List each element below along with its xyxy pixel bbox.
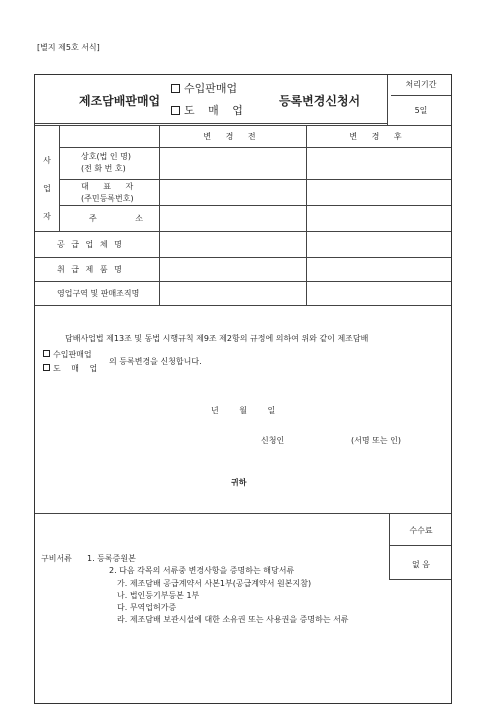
row-supplier: 공 급 업 체 명	[57, 240, 122, 249]
attachment-item-1: 1. 등록증원본	[87, 554, 136, 563]
row-address: 주 소	[89, 214, 143, 223]
attachment-sub-d: 라. 제조담배 보관시설에 대한 소유권 또는 사용권을 증명하는 서류	[117, 615, 349, 624]
row-trade-name: 상호(법 인 명)	[81, 152, 131, 161]
date-line: 년 월 일	[211, 406, 276, 415]
signature-label: (서명 또는 인)	[351, 436, 401, 445]
checkbox-icon	[171, 106, 180, 115]
processing-period-label: 처리기간	[405, 80, 437, 89]
form-number: [별지 제5호 서식]	[37, 43, 100, 52]
application-form	[34, 74, 452, 704]
form-title-right: 등록변경신청서	[279, 94, 361, 108]
attachment-sub-b: 나. 법인등기부등본 1부	[117, 591, 200, 600]
form-title-left: 제조담배판매업	[79, 94, 161, 108]
applicant-group-label: 사업자	[43, 156, 51, 221]
statement-request: 의 등록변경을 신청합니다.	[109, 357, 202, 366]
row-phone: (전 화 번 호)	[81, 164, 126, 173]
attachment-sub-a: 가. 제조담배 공급계약서 사본1부(공급계약서 원본지참)	[117, 579, 312, 588]
statement-line: 담배사업법 제13조 및 동법 시행규칙 제9조 제2항의 규정에 의하여 위와 같이 제조담배	[65, 334, 369, 343]
column-after: 변 경 후	[349, 132, 408, 141]
addressee: 귀하	[231, 478, 247, 487]
processing-period-value: 5일	[414, 106, 428, 115]
row-sales-area: 영업구역 및 판매조직명	[57, 289, 140, 298]
column-before: 변 경 전	[203, 132, 262, 141]
attachment-item-2: 2. 다음 각목의 서류중 변경사항을 증명하는 해당서류	[109, 566, 295, 575]
checkbox-icon	[43, 364, 50, 371]
title-option-wholesale: 도 매 업	[171, 102, 248, 118]
row-resident-number: (주민등록번호)	[81, 194, 134, 203]
applicant-label: 신청인	[261, 436, 285, 445]
attachment-sub-c: 다. 무역업허가증	[117, 603, 177, 612]
checkbox-icon	[43, 350, 50, 357]
fee-value: 없 음	[412, 560, 430, 569]
statement-option-wholesale: 도 매 업	[43, 363, 101, 374]
statement-option-import: 수입판매업	[43, 349, 92, 360]
fee-label: 수수료	[409, 526, 433, 535]
title-option-import: 수입판매업	[171, 80, 237, 96]
attachments-label: 구비서류	[41, 554, 72, 563]
row-representative: 대 표 자	[81, 182, 134, 191]
checkbox-icon	[171, 84, 180, 93]
row-products: 취 급 제 품 명	[57, 265, 122, 274]
